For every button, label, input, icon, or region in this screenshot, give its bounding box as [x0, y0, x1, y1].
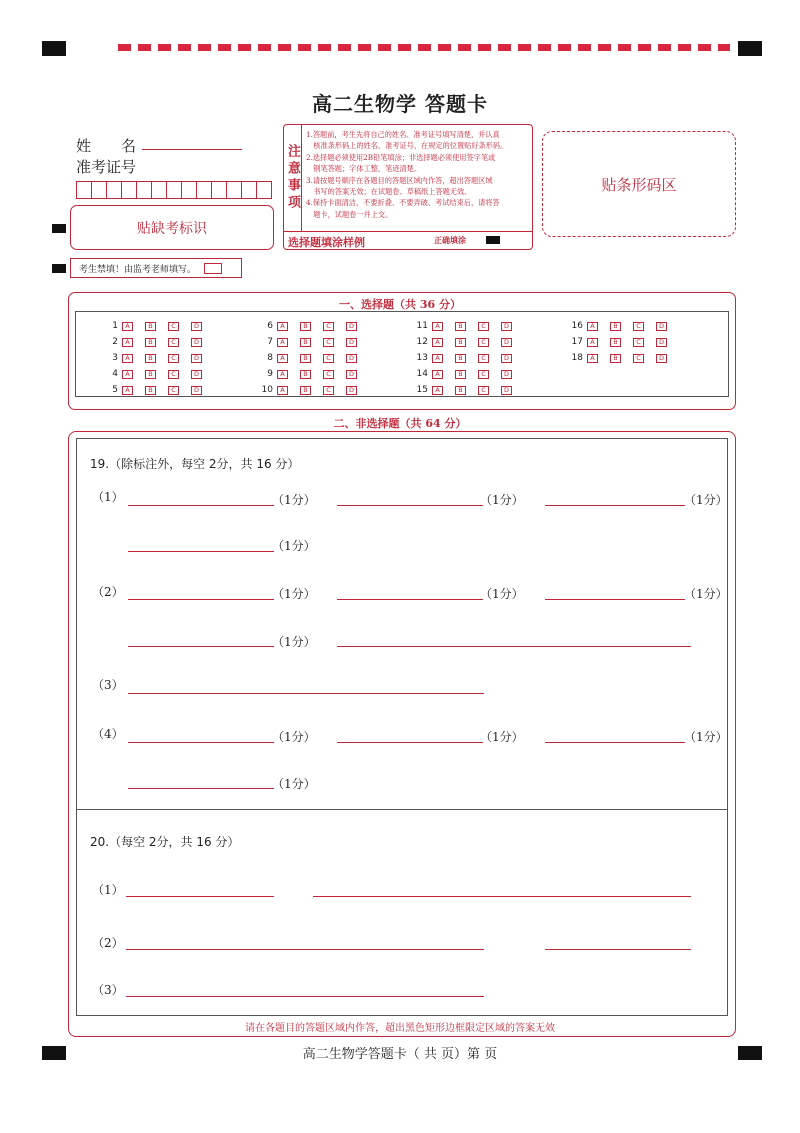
mc-option-bubble[interactable]: B: [300, 354, 311, 363]
mc-question: [565, 352, 679, 364]
mc-question: [410, 384, 524, 396]
mc-question-number: 13: [416, 353, 428, 363]
mc-option-bubble[interactable]: A: [122, 370, 133, 379]
mc-option-bubble[interactable]: A: [277, 386, 288, 395]
mc-option-bubble[interactable]: B: [455, 370, 466, 379]
timing-mark-bottom-right: [738, 1046, 762, 1060]
mc-question: [255, 368, 369, 380]
mc-option-bubble[interactable]: B: [610, 338, 621, 347]
timing-mark-left-1: [52, 224, 66, 233]
missing-exam-sticker-box: [70, 205, 274, 250]
answer-line[interactable]: [337, 646, 691, 647]
page-title: 高二生物学 答题卡: [312, 92, 488, 116]
point-label: （1分）: [684, 730, 728, 744]
answer-line[interactable]: [128, 505, 274, 506]
q19-sub3-label: （3）: [92, 678, 124, 692]
mc-question-number: 2: [112, 337, 118, 347]
mc-option-bubble[interactable]: B: [455, 354, 466, 363]
mc-option-bubble[interactable]: C: [168, 386, 179, 395]
page-footer: 高二生物学答题卡（ 共 页）第 页: [302, 1047, 498, 1062]
mc-option-bubble[interactable]: A: [122, 338, 133, 347]
mc-question: [255, 384, 369, 396]
mc-option-bubble[interactable]: A: [122, 354, 133, 363]
nc-section-title: 二、非选择题（共 64 分）: [333, 417, 467, 430]
question-divider: [76, 809, 728, 810]
mc-option-bubble[interactable]: D: [191, 338, 202, 347]
mc-option-bubble[interactable]: D: [346, 322, 357, 331]
mc-question-number: 3: [112, 353, 118, 363]
answer-line[interactable]: [545, 599, 685, 600]
nc-answer-area: [76, 438, 728, 1016]
proctor-box: [70, 258, 242, 278]
q20-sub2-label: （2）: [92, 936, 124, 950]
mc-option-bubble[interactable]: B: [455, 322, 466, 331]
mc-option-bubble[interactable]: D: [501, 386, 512, 395]
answer-line[interactable]: [545, 949, 691, 950]
mc-option-bubble[interactable]: D: [191, 386, 202, 395]
mc-option-bubble[interactable]: A: [277, 354, 288, 363]
point-label: （1分）: [480, 493, 524, 507]
notes-panel: [283, 124, 533, 250]
correct-fill-sample: [486, 236, 500, 244]
exam-id-label: 准考证号: [76, 158, 137, 176]
mc-option-bubble[interactable]: C: [633, 354, 644, 363]
point-label: （1分）: [684, 493, 728, 507]
mc-question: [410, 352, 524, 364]
mc-question-number: 7: [267, 337, 273, 347]
answer-line[interactable]: [126, 896, 274, 897]
mc-question: [100, 352, 214, 364]
mc-question-number: 15: [416, 385, 428, 395]
mc-option-bubble[interactable]: A: [587, 338, 598, 347]
mc-option-bubble[interactable]: D: [656, 322, 667, 331]
timing-strip-top: [118, 44, 730, 51]
timing-mark-top-left: [42, 41, 66, 56]
mc-question-number: 16: [571, 321, 583, 331]
mc-option-bubble[interactable]: C: [323, 338, 334, 347]
point-label: （1分）: [272, 777, 316, 791]
mc-option-bubble[interactable]: A: [432, 386, 443, 395]
note-line: 1.答题前，考生先将自己的姓名、准考证号填写清楚，并认真: [306, 130, 500, 139]
answer-line[interactable]: [128, 742, 274, 743]
mc-question: [100, 368, 214, 380]
mc-option-bubble[interactable]: A: [122, 322, 133, 331]
mc-option-bubble[interactable]: A: [432, 354, 443, 363]
point-label: （1分）: [272, 587, 316, 601]
point-label: （1分）: [684, 587, 728, 601]
mc-question-number: 12: [416, 337, 428, 347]
mc-option-bubble[interactable]: A: [432, 322, 443, 331]
mc-question: [410, 368, 524, 380]
mc-option-bubble[interactable]: B: [455, 386, 466, 395]
name-label: 姓 名: [76, 137, 137, 155]
mc-option-bubble[interactable]: B: [145, 370, 156, 379]
mc-option-bubble[interactable]: D: [346, 386, 357, 395]
mc-question-number: 17: [571, 337, 583, 347]
note-line: 核准条形码上的姓名、准考证号，在规定的位置贴好条形码。: [306, 141, 508, 151]
mc-option-bubble[interactable]: C: [168, 354, 179, 363]
correct-fill-label: 正确填涂: [434, 236, 466, 245]
mc-option-bubble[interactable]: A: [587, 354, 598, 363]
mc-option-bubble[interactable]: C: [168, 370, 179, 379]
mc-question-number: 4: [112, 369, 118, 379]
answer-line[interactable]: [313, 896, 691, 897]
mc-option-bubble[interactable]: A: [432, 338, 443, 347]
answer-line[interactable]: [126, 996, 484, 997]
mc-option-bubble[interactable]: C: [478, 370, 489, 379]
mc-option-bubble[interactable]: D: [656, 338, 667, 347]
mc-option-bubble[interactable]: C: [478, 338, 489, 347]
mc-option-bubble[interactable]: A: [122, 386, 133, 395]
mc-option-bubble[interactable]: D: [191, 322, 202, 331]
notes-heading: 注意事项: [284, 125, 302, 231]
answer-line[interactable]: [128, 646, 274, 647]
answer-line[interactable]: [128, 599, 274, 600]
mc-question: [255, 352, 369, 364]
exam-id-boxes[interactable]: [76, 181, 272, 199]
mc-option-bubble[interactable]: B: [300, 322, 311, 331]
mc-option-bubble[interactable]: C: [323, 370, 334, 379]
q19-title: 19.（除标注外，每空 2分，共 16 分）: [90, 457, 300, 471]
mc-option-bubble[interactable]: D: [346, 370, 357, 379]
answer-line[interactable]: [337, 599, 483, 600]
mc-option-bubble[interactable]: D: [346, 354, 357, 363]
mc-option-bubble[interactable]: D: [346, 338, 357, 347]
mc-question: [100, 336, 214, 348]
fill-sample-row: [284, 231, 532, 249]
q19-sub1-label: （1）: [92, 490, 124, 504]
mc-option-bubble[interactable]: B: [145, 354, 156, 363]
mc-question: [100, 320, 214, 332]
proctor-note: 考生禁填！由监考老师填写。: [79, 264, 197, 275]
timing-mark-top-right: [738, 41, 762, 56]
mc-option-bubble[interactable]: D: [191, 370, 202, 379]
note-line: 4.保持卡面清洁，不要折叠、不要弄破、考试结束后，请将答: [306, 198, 500, 208]
mc-option-bubble[interactable]: A: [587, 322, 598, 331]
mc-question-number: 11: [416, 321, 428, 331]
point-label: （1分）: [272, 539, 316, 553]
point-label: （1分）: [480, 730, 524, 744]
answer-line[interactable]: [126, 949, 484, 950]
mc-option-bubble[interactable]: A: [277, 370, 288, 379]
mc-option-bubble[interactable]: C: [323, 322, 334, 331]
mc-question-number: 18: [571, 353, 583, 363]
mc-question-number: 9: [267, 369, 273, 379]
point-label: （1分）: [272, 635, 316, 649]
mc-option-bubble[interactable]: B: [300, 386, 311, 395]
mc-option-bubble[interactable]: D: [501, 370, 512, 379]
mc-question: [255, 320, 369, 332]
answer-line[interactable]: [545, 505, 685, 506]
mc-option-bubble[interactable]: A: [432, 370, 443, 379]
mc-option-bubble[interactable]: C: [168, 322, 179, 331]
mc-question-number: 10: [261, 385, 273, 395]
note-line: 书写的答案无效；在试题卷、草稿纸上答题无效。: [306, 187, 472, 197]
answer-line[interactable]: [545, 742, 685, 743]
note-line: 2.选择题必须使用2B铅笔填涂；非选择题必须使用签字笔或: [306, 152, 496, 162]
mc-question-number: 6: [267, 321, 273, 331]
point-label: （1分）: [272, 493, 316, 507]
q19-sub2-label: （2）: [92, 585, 124, 599]
notes-body: [306, 129, 530, 220]
mc-option-bubble[interactable]: C: [633, 322, 644, 331]
name-field[interactable]: [142, 148, 242, 150]
mc-question: [410, 336, 524, 348]
mc-option-bubble[interactable]: B: [145, 322, 156, 331]
mc-question: [255, 336, 369, 348]
mc-option-bubble[interactable]: B: [300, 370, 311, 379]
mc-option-bubble[interactable]: D: [501, 354, 512, 363]
mc-question: [565, 336, 679, 348]
missing-exam-label: 贴缺考标识: [137, 220, 207, 237]
proctor-checkbox[interactable]: [204, 263, 222, 274]
mc-option-bubble[interactable]: B: [145, 338, 156, 347]
mc-option-bubble[interactable]: B: [145, 386, 156, 395]
mc-question: [565, 320, 679, 332]
barcode-label: 贴条形码区: [601, 175, 677, 194]
mc-option-bubble[interactable]: B: [300, 338, 311, 347]
answer-line[interactable]: [128, 551, 274, 552]
answer-line[interactable]: [337, 742, 483, 743]
mc-question: [100, 384, 214, 396]
note-line: 题卡，试题卷一并上交。: [306, 209, 393, 219]
answer-line[interactable]: [128, 693, 484, 694]
mc-question: [410, 320, 524, 332]
q20-title: 20.（每空 2分，共 16 分）: [90, 835, 240, 849]
q20-sub1-label: （1）: [92, 883, 124, 897]
answer-area-warning: 请在各题目的答题区域内作答，超出黑色矩形边框限定区域的答案无效: [245, 1023, 555, 1034]
mc-option-bubble[interactable]: C: [478, 386, 489, 395]
mc-option-bubble[interactable]: A: [277, 322, 288, 331]
point-label: （1分）: [272, 730, 316, 744]
mc-option-bubble[interactable]: B: [610, 322, 621, 331]
point-label: （1分）: [480, 587, 524, 601]
mc-option-bubble[interactable]: C: [323, 386, 334, 395]
mc-option-bubble[interactable]: B: [610, 354, 621, 363]
mc-question-number: 8: [267, 353, 273, 363]
mc-question-number: 14: [416, 369, 428, 379]
mc-option-bubble[interactable]: C: [168, 338, 179, 347]
mc-option-bubble[interactable]: C: [478, 322, 489, 331]
note-line: 3.请按题号顺序在各题目的答题区域内作答，超出答题区域: [306, 175, 493, 185]
mc-option-bubble[interactable]: D: [191, 354, 202, 363]
mc-option-bubble[interactable]: D: [656, 354, 667, 363]
q20-sub3-label: （3）: [92, 983, 124, 997]
fill-sample-label: 选择题填涂样例: [288, 236, 365, 249]
q19-sub4-label: （4）: [92, 727, 124, 741]
timing-mark-left-2: [52, 264, 66, 273]
mc-option-bubble[interactable]: D: [501, 338, 512, 347]
mc-option-bubble[interactable]: B: [455, 338, 466, 347]
mc-option-bubble[interactable]: C: [633, 338, 644, 347]
mc-option-bubble[interactable]: A: [277, 338, 288, 347]
barcode-area: [542, 131, 736, 237]
mc-option-bubble[interactable]: D: [501, 322, 512, 331]
mc-option-bubble[interactable]: C: [478, 354, 489, 363]
mc-question-number: 5: [112, 385, 118, 395]
mc-question-number: 1: [112, 321, 118, 331]
answer-line[interactable]: [128, 788, 274, 789]
note-line: 钢笔答题；字体工整、笔迹清楚。: [306, 164, 422, 174]
mc-option-bubble[interactable]: C: [323, 354, 334, 363]
answer-line[interactable]: [337, 505, 483, 506]
mc-section-title: 一、选择题（共 36 分）: [339, 298, 461, 311]
